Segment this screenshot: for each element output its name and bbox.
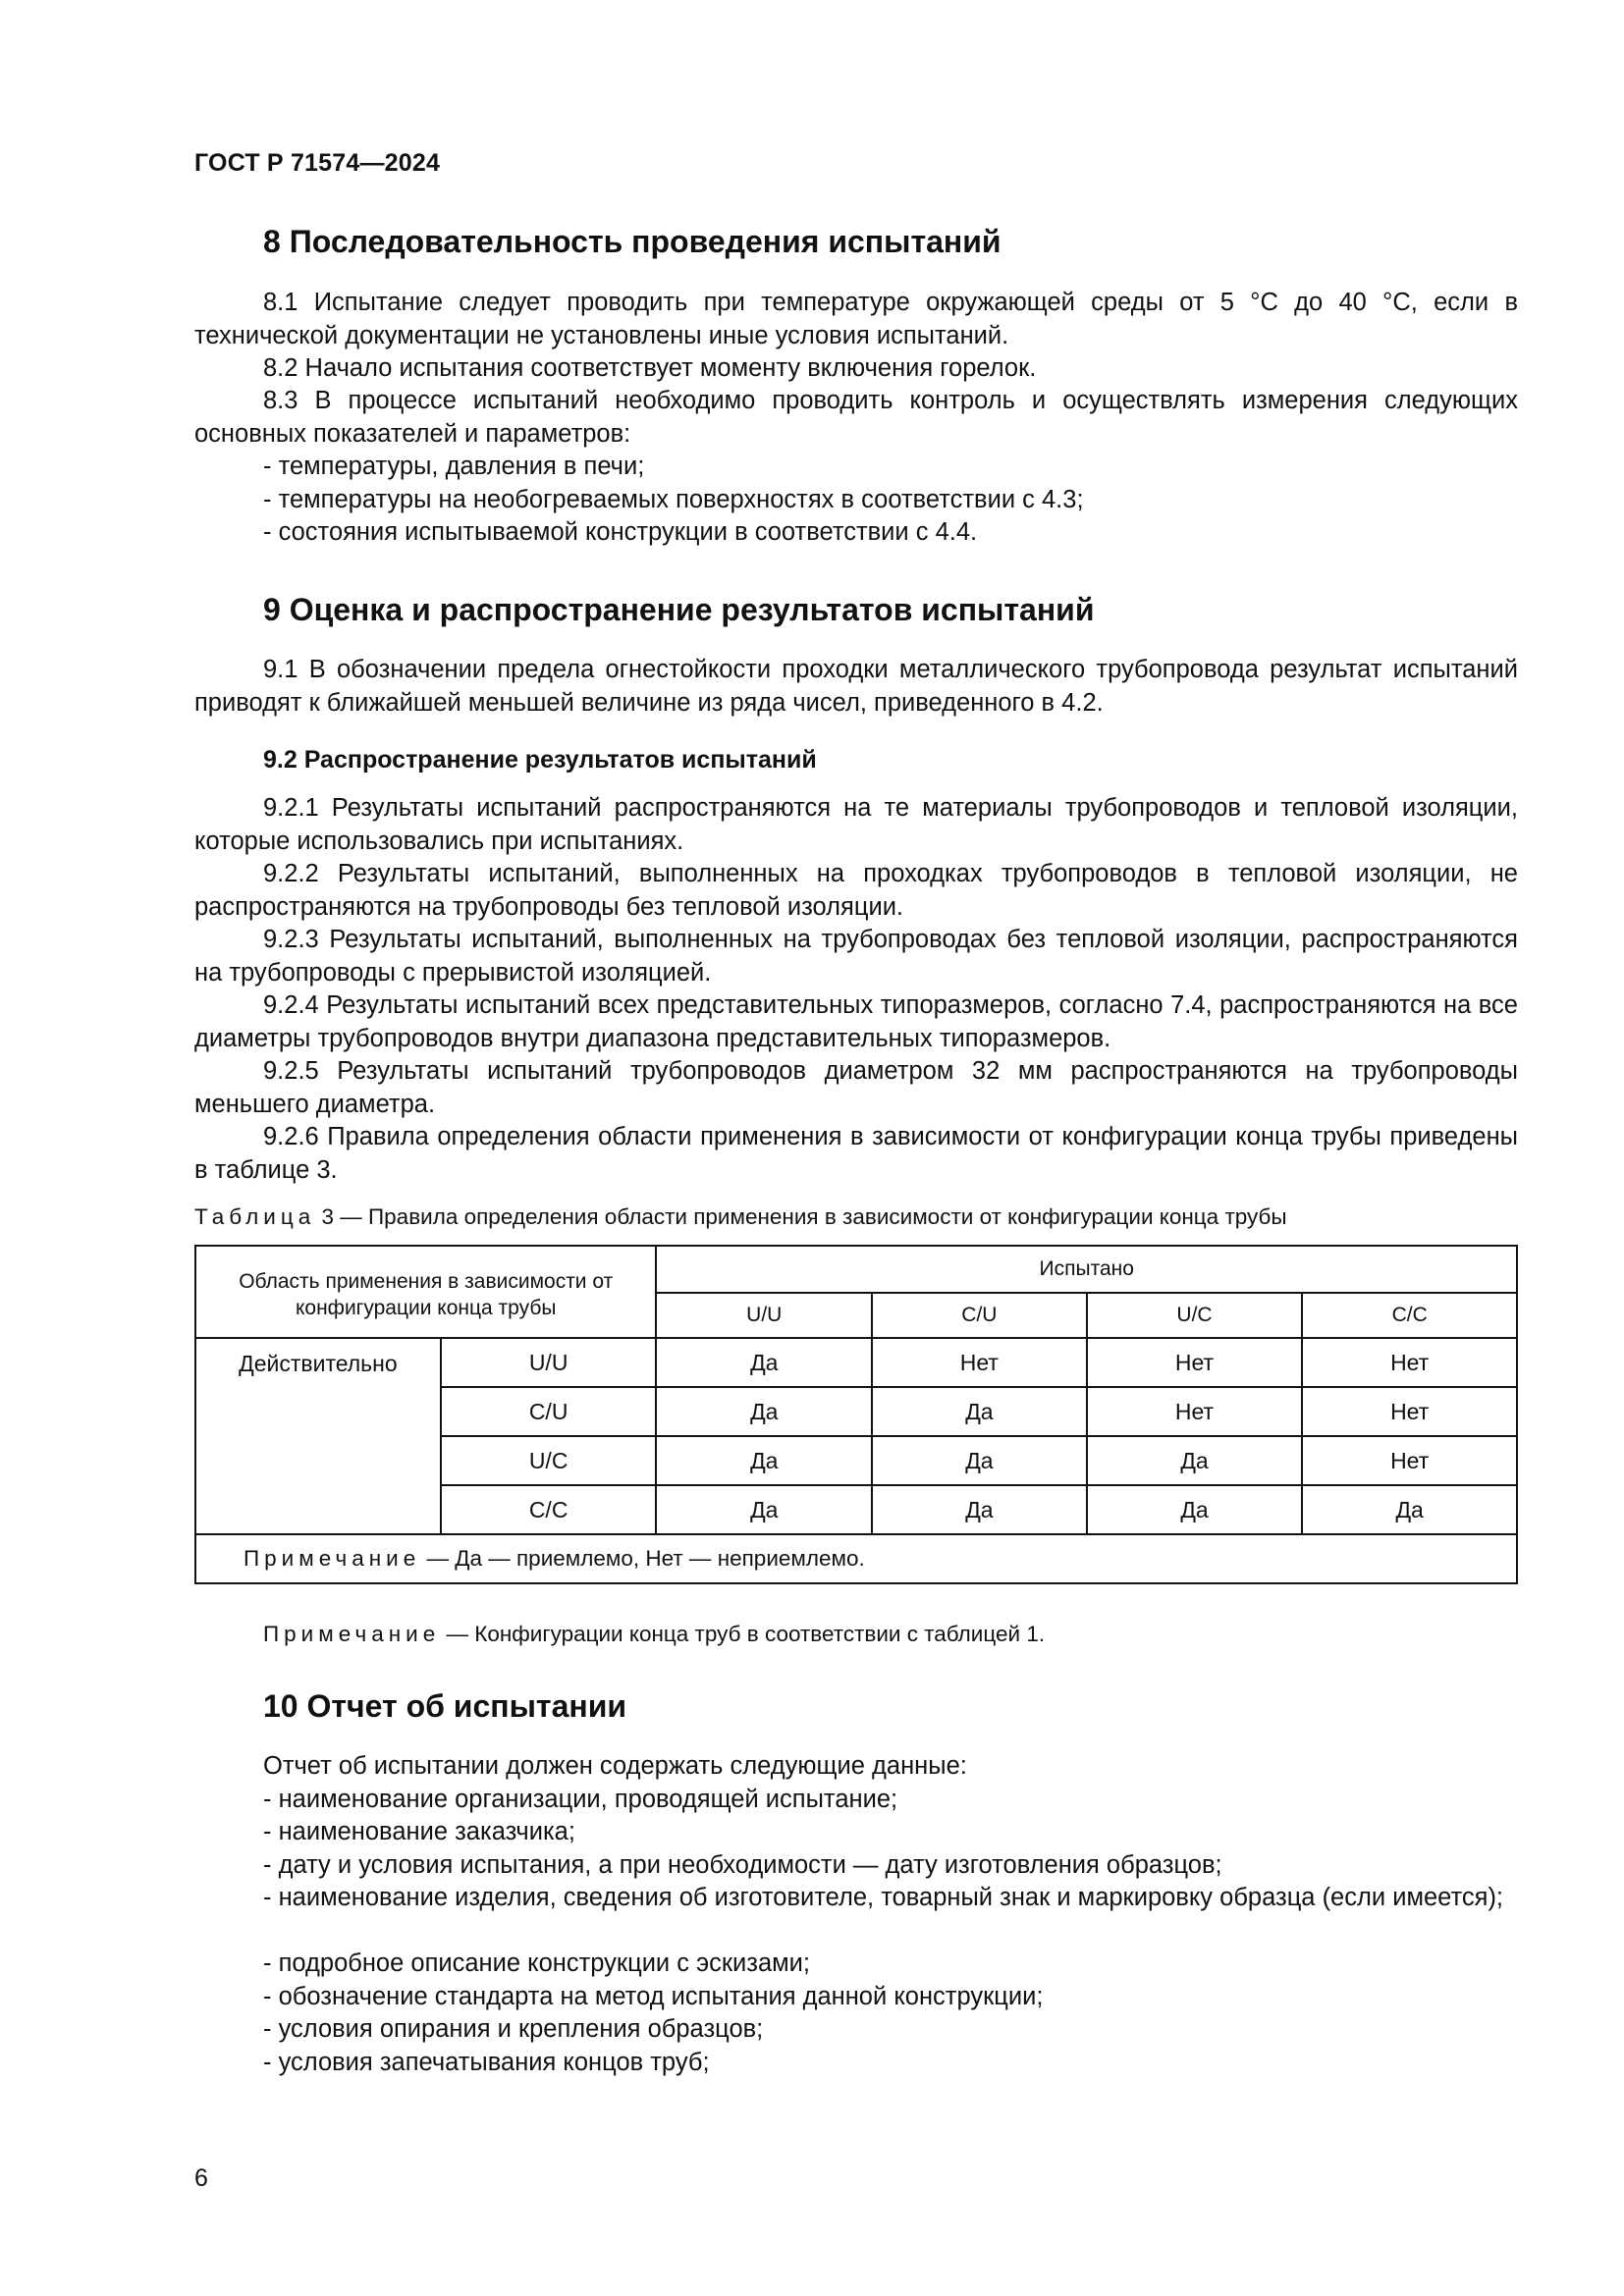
table-cell: Нет: [1087, 1338, 1303, 1387]
table-cell: Да: [656, 1485, 872, 1534]
table-header-scope: Область применения в зависимости от конфигурации конца трубы: [195, 1246, 656, 1338]
table-cell: Нет: [872, 1338, 1087, 1387]
section-10-intro: Отчет об испытании должен содержать следующие данные:: [263, 1752, 967, 1780]
table-caption-text: 3 — Правила определения области применения в зависимости от конфигурации конца трубы: [315, 1204, 1287, 1229]
table-row: [195, 1338, 1517, 1387]
list-item: - дату и условия испытания, а при необходимости — дату изготовления образцов;: [263, 1851, 1222, 1879]
table-cell: Нет: [1302, 1387, 1517, 1436]
note-label: Примечание: [263, 1622, 441, 1646]
list-item: - наименование организации, проводящей испытание;: [263, 1786, 898, 1813]
para-9-1: 9.1 В обозначении предела огнестойкости проходки металлического трубопровода результат испытаний приводят к ближайшей меньшей величине из ряда чисел, приведенного в 4.2.: [194, 656, 1518, 717]
table-row-label: Действительно: [195, 1338, 441, 1534]
para-8-2: 8.2 Начало испытания соответствует моменту включения горелок.: [263, 354, 1037, 382]
table-row-config: C/C: [441, 1485, 657, 1534]
table-3: [194, 1245, 1518, 1584]
para-8-3: 8.3 В процессе испытаний необходимо проводить контроль и осуществлять измерения следующих основных показателей и параметров:: [194, 387, 1518, 448]
para-9-2-1: 9.2.1 Результаты испытаний распространяются на те материалы трубопроводов и тепловой изоляции, которые использовались при испытаниях.: [194, 794, 1518, 855]
para-9-2-3: 9.2.3 Результаты испытаний, выполненных на трубопроводах без тепловой изоляции, распространяются на трубопроводы с прерывистой изоляцией.: [194, 926, 1518, 987]
section-10-title: 10 Отчет об испытании: [263, 1688, 627, 1724]
page-number: 6: [194, 2164, 208, 2192]
table-column-header: C/U: [872, 1293, 1087, 1338]
list-item: - подробное описание конструкции с эскизами;: [263, 1949, 810, 1977]
list-item: - наименование изделия, сведения об изготовителе, товарный знак и маркировку образца (если имеется);: [263, 1884, 1504, 1911]
para-8-1: 8.1 Испытание следует проводить при температуре окружающей среды от 5 °С до 40 °С, если в технической документации не установлены иные условия испытаний.: [194, 289, 1518, 349]
table-cell: Да: [656, 1436, 872, 1485]
table-row-config: C/U: [441, 1387, 657, 1436]
table-cell: Да: [656, 1387, 872, 1436]
list-item: - условия запечатывания концов труб;: [263, 2049, 710, 2076]
document-header: ГОСТ Р 71574—2024: [194, 149, 441, 177]
list-item: - обозначение стандарта на метод испытания данной конструкции;: [263, 1983, 1044, 2010]
note-after-table: [263, 1622, 1045, 1647]
table-note-text: — Да — приемлемо, Нет — неприемлемо.: [420, 1546, 865, 1571]
table-cell: Да: [1087, 1436, 1303, 1485]
table-cell: Нет: [1087, 1387, 1303, 1436]
table-cell: Да: [872, 1436, 1087, 1485]
table-caption-label: Таблица: [194, 1204, 316, 1229]
table-cell: Да: [1087, 1485, 1303, 1534]
table-note: [195, 1534, 1517, 1583]
note-text: — Конфигурации конца труб в соответствии с таблицей 1.: [440, 1622, 1046, 1646]
table-cell: Да: [656, 1338, 872, 1387]
table-cell: Нет: [1302, 1338, 1517, 1387]
list-item: - наименование заказчика;: [263, 1818, 575, 1845]
subsection-9-2-title: 9.2 Распространение результатов испытаний: [263, 746, 817, 774]
list-item: - состояния испытываемой конструкции в соответствии с 4.4.: [263, 518, 978, 546]
para-9-2-6: 9.2.6 Правила определения области применения в зависимости от конфигурации конца трубы приведены в таблице 3.: [194, 1123, 1518, 1184]
table-cell: Нет: [1302, 1436, 1517, 1485]
list-item: - условия опирания и крепления образцов;: [263, 2015, 764, 2043]
table-cell: Да: [872, 1485, 1087, 1534]
table-header-tested: Испытано: [656, 1246, 1517, 1293]
table-caption: [194, 1204, 1287, 1230]
list-item: - температуры, давления в печи;: [263, 453, 645, 480]
section-8-title: 8 Последовательность проведения испытаний: [263, 224, 1001, 259]
table-row-config: U/C: [441, 1436, 657, 1485]
para-9-2-4: 9.2.4 Результаты испытаний всех представительных типоразмеров, согласно 7.4, распространяются на все диаметры трубопроводов внутри диапазона представительных типоразмеров.: [194, 991, 1518, 1052]
table-row-config: U/U: [441, 1338, 657, 1387]
para-9-2-5: 9.2.5 Результаты испытаний трубопроводов диаметром 32 мм распространяются на трубопроводы меньшего диаметра.: [194, 1057, 1518, 1118]
table-column-header: C/C: [1302, 1293, 1517, 1338]
table-column-header: U/U: [656, 1293, 872, 1338]
table-note-label: Примечание: [244, 1546, 421, 1571]
table-cell: Да: [872, 1387, 1087, 1436]
table-column-header: U/C: [1087, 1293, 1303, 1338]
section-9-title: 9 Оценка и распространение результатов испытаний: [263, 592, 1095, 627]
para-9-2-2: 9.2.2 Результаты испытаний, выполненных на проходках трубопроводов в тепловой изоляции, не распространяются на трубопроводы без тепловой изоляции.: [194, 860, 1518, 921]
table-cell: Да: [1302, 1485, 1517, 1534]
list-item: - температуры на необогреваемых поверхностях в соответствии с 4.3;: [263, 486, 1084, 513]
